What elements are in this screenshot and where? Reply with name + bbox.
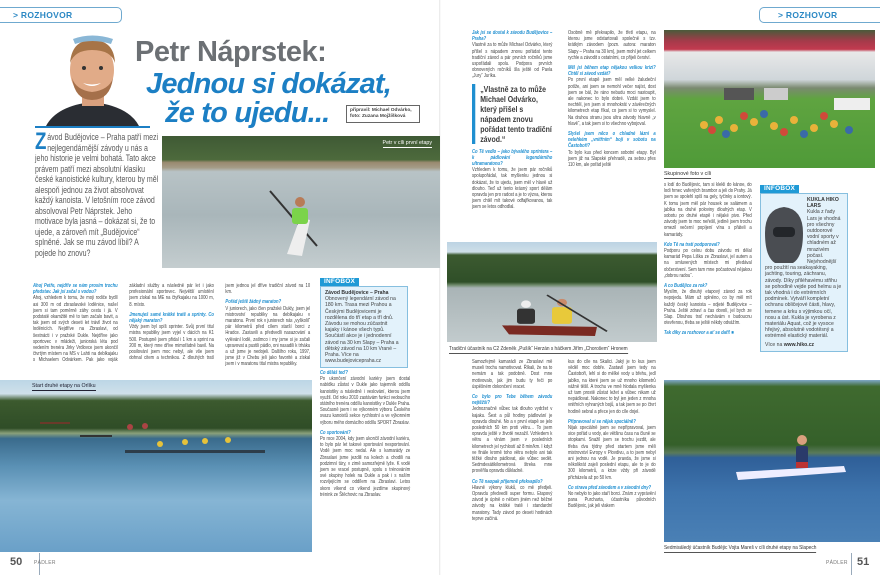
infobox-more xyxy=(765,342,843,348)
drop-cap: Z xyxy=(35,128,47,155)
caption-photo3: Skupinové foto v cíli xyxy=(664,171,712,177)
question: Připravoval si se nějak speciálně? xyxy=(568,418,636,425)
photo-c2-canoe xyxy=(447,242,657,342)
infobox-label: INFOBOX xyxy=(320,278,359,286)
question: Co Tě vedlo – jako bývalého sprintera – k pádlování legendárního ultramaratonu? xyxy=(472,148,553,168)
photo-vojta-mares xyxy=(664,380,880,542)
answer: Podporu po celou dobu závodu mi dělal kamarád Pepa Liška ze Zbraslavi, jel autem a na smluvených místech mi předával občerstvení. Sem tam mne počastoval nějakou „dobrou radou“. xyxy=(664,248,752,279)
answer: Nijak speciálně jsem se nepřipravoval, jsem sice pořád u vody, ale většinu času na čluně se stopkami. Snažil jsem se trochu jezdit, ale třeba dva týdny před startem jsme měli mistrovství Evropy v Plovdivu, a to jsem nebyl ani jednou na vodě. Je pravda, že jsme si několikrát zajeli poslední etapu, ale to je do 300 kilometrů, a krize vždy při závodě přicházela až po 50 km. xyxy=(568,425,656,481)
infobox-text: Kukla z řady Lars je vhodná pro všechny outdoorové vodní sporty v chladném až mrazivém počasí. Nejvhodnější pro použití na seakayaking, jachting, touring, záchranu, závody. Díky přiléhavému střihu se pohodlně vejde pod helmu a je tak vhodná i do extrémních podmínek. Vytváří kompletní ochranu obličejové části, hlavy, temene a krku s výjimkou očí, nosu a úst. Kukla je vyrobena z materiálu Aquat, což je vysoce hřejivý, absolutně vodotěsný a extrémně elastický materiál. xyxy=(765,209,842,340)
question: Pořád ještě žádný maraton? xyxy=(225,299,282,306)
author-credit xyxy=(346,105,420,123)
answer: Hlavně výkony kluků, co mě předjeli. Opravdu předvedli super formu. Etapový závod je úplně o něčem jiném než běžné závody na krátké tratě i standardní maratony. Tady závod po deseti hodinách teprve začíná. xyxy=(472,484,553,522)
section-tab-right: > ROZHOVOR xyxy=(759,7,880,23)
answer: V juniorech, jako člen pražské Dukly, jsem jel mistrovství republiky na deblkajaku v maratonu. První rok v juniorech nás „vyškolil“ pár kilometrů před cílem starší borci z Hradce. Zastavili a předvedli nasazování a vylévání lodě, zatímco i my jsme si je začali upravovat a pustili pádlo, oni nasadili k trháku a už jsme je nedojeli. Dalšího roku, 1997, jsme již v Chebu jeli jako favorité a získal jsem i v maratonu titul mistra republiky. xyxy=(225,305,311,368)
left-column-4 xyxy=(320,370,410,498)
infobox-label: INFOBOX xyxy=(760,185,799,193)
answer: Po první etapě jsem měl velké žaludeční potíže, ani jsem se nemohl večer najíst, dost jsem se bál, že ráno nebudu moci nastoupit, ale nakonec to bylo dobré. Vzdát jsem to nechtěl, jen jsem si mnohokrát v závěrečných kilometrech etap říkal, co jsem si to vymyslel. Na druhou stranu jsou ultra závody hlavně „v hlavě“, a tak jsem si to všechno vybojoval. xyxy=(568,77,656,127)
page-number-left: 50 xyxy=(10,553,40,575)
right-column-4 xyxy=(472,359,552,522)
section-tab-left: > ROZHOVOR xyxy=(0,7,122,23)
caption-photo5: Sedmisáledý účastník Budějic Vojta Mareš v cíli druhé etapy na Slapech xyxy=(664,545,817,551)
question: Slyšel jsem něco o chladné lázni a nelehkém „vnitřním“ boji v sobotu na Častoboři? xyxy=(568,131,656,150)
question: Co sportování? xyxy=(320,429,351,436)
answer: To bylo kus před koncem sobotní etapy. Byl jsem již na Slapské přehradě, za sebou přes 110 km, ale pořád ještě xyxy=(568,149,656,169)
magazine-brand-right: PÁDLER xyxy=(826,560,848,566)
article-title-name: Petr Náprstek: xyxy=(135,36,327,68)
page-number-right: 51 xyxy=(851,553,880,575)
lead-text: ávod Budějovice – Praha patří mezi nejlegendárnější závody u nás a jeho historie je velmi bohatá. Tato akce právem patří mezi absolutní klasiku české kanoistické kultury, kterou by měl alespoň jednou za život absolvovat každý kanoista. V letošním roce závod absolvoval Petr Náprstek. Jeho motivace byla jasná – dokázat si, že to ujede, a zároveň mít „Budějovice“ splněné. Jak se mu závod líbil? A pojede ho znovu? xyxy=(35,132,159,258)
right-column-1 xyxy=(472,30,552,211)
infobox-title: KUKLA HIKO LARS xyxy=(807,197,839,210)
question: Co bylo pro Tebe během závodu nejtěžší? xyxy=(472,394,553,407)
article-title-line1: Jednou si dokázat, xyxy=(146,68,392,100)
answer: Po ukončení závodní kariéry jsem dostal nabídku zůstat v Dukle jako tajemník oddílu kanoistiky a následně i veslování, kterou jsem využil. Od roku 2010 zastávám funkci vedoucího státního trenéra oddílu kanoistiky v Dukle Praha. Současně jsem i ve výkonném výboru Českého svazu kanoistů sekce rychlostní a ve výkonném výboru mého domácího oddílu SPORT Zbraslav. xyxy=(320,376,411,426)
pull-quote: „Vlastně za to může Michael Odvárko, který přišel s nápadem znovu pořádat tento tradiční závod.“ xyxy=(472,84,552,144)
hiko-link[interactable]: www.hiko.cz xyxy=(783,341,815,348)
credit-author: připravil: Michael Odvárko, xyxy=(350,108,412,113)
right-column-3 xyxy=(664,182,752,337)
infobox-race xyxy=(320,278,408,368)
question: Co děláš teď? xyxy=(320,370,348,376)
answer: Ahoj, vzhledem k tomu, že moji rodiče bydlí asi 300 m od zbraslavské loděnice, našel jsem si tam poměrně záhy cestu i já. V podstatě okamžitě mě to tam začalo bavit, a tak jsem od svých deseti let trávil život na loděnicích. Nejdříve na Zbraslavi, od šestnácti i v pražské Dukle. Nejdříve jako sportovec v mládeži, juniorská léta pod vedením trenéra Jirky Vrdlovce jsem ukončil čtvrtým místem na MS v Lahti na deblkajaku s Michaelem Odvárkem. Pak jako voják základní služby a následně pár let i jako profesionální sportovec. Největší umístění jsem získal na ME na čtyřkajaku na 1000 m, 8. místo. xyxy=(33,283,214,364)
caption-photo2: Start druhé etapy na Orlíku xyxy=(32,383,96,389)
left-columns-1-3 xyxy=(33,283,310,368)
answer: Myslím, že dlouhý etapový závod za rok nepojedu. Mám už splněno, co by měl mít každý český kanoista – odjeté Budějovice – Praha. Ještě zdraví a čas dovolí, jel bych ze Slap. Dlouhou trať nechávám v budoucnu otevřenou, třeba se ještě někdy odvážím. xyxy=(664,289,752,327)
closing-line: Tak díky za rozhovor a ať se daří! ■ xyxy=(664,330,734,337)
answer: Samozřejmě kamarádi ze Zbraslavi mě museli trochu namotivovat. Říkali, že na to nemám a tak podobně. Dost mne motivovalo, jak jim budu ty řeči po úspěšném dokončení vracet. xyxy=(472,359,553,390)
question: Co strava před závodem a v závodní dny? xyxy=(568,484,652,491)
balaclava-image xyxy=(763,205,805,265)
more-prefix: Více na xyxy=(765,341,784,348)
question: Ahoj Petře, nejdřív se nám prosím trochu představ. Jak jsi začal s vodou? xyxy=(33,283,118,296)
infobox-text: Obnovený legendární závod na 180 km. Trasa mezi Prahou a Českými Budějovicemi je rozdělena do tří etap a tří dnů. Závodu se mohou zúčastnit kajaky i kánoe všech typů. Součástí akce je i jednodenní závod na 30 km Slapy – Praha a dětský závod na 10 km Vrané – Praha. Více na www.budejovicepraha.cz xyxy=(325,296,399,365)
credit-photo: foto: Zuzana Mojžíšková xyxy=(350,114,406,119)
answer: kus do cíle na Skalici. Jaký je to kus jsem věděl moc dobře. Zastavil jsem tedy na Častoboři, lehl si do mělké vody u břehu, jedl jablko, na které jsem se už mnoho kilometrů vážně těšil. A trochu ve mně hlodala myšlenka už tam prostě zůstat ležet a vůbec nikam už nepádlovat. Nakonec to byl jen jeden z mnoha vnitřních vyhraných bojů, a tak jsem se po čtvrt hodině sebral a přece jen do cíle dojel. xyxy=(568,359,656,415)
infobox-title: Závod Budějovice – Praha xyxy=(325,290,389,296)
question: A co Budějice za rok? xyxy=(664,283,708,290)
right-column-2 xyxy=(568,30,656,168)
lead-paragraph xyxy=(35,128,159,258)
caption-photo1: Petr v cíli první etapy xyxy=(382,140,432,146)
page-gutter xyxy=(439,0,441,575)
photo-group-finish xyxy=(664,30,875,168)
question: Měl jsi během etap nějakou velkou krizi? Chtěl si závod vzdát? xyxy=(568,65,656,78)
answer: Vlastně za to může Michael Odvárko, který přišel s nápadem znovu pořádat tento tradiční závod a pár prvních ročníků jsme uspořádali spolu. Podpora prvních obnovených ročníků šla ještě od Pavla „Jury“ Juríka. xyxy=(472,42,553,80)
answer: No nebylo to jako staří borci. Znám z vyprávění pana Purcharta, účastníka původních Budějovic, jak jeli vlakem xyxy=(568,491,656,510)
answer: Po roce 2004, kdy jsem ukončil závodní kariéru, to bylo pár let takové sportování nesportování. Vodě jsem moc nedal. Ale s kamarády ze Zbraslavi jsme jezdili na kolech a chodili na podzimní túry, v zimě samozřejmě lyže. K vodě jsem se vracel postupně, spolu s trénováním své skupiny holek na Dukle a pak i s naším rozvíjejícím se oddílem na Zbraslavi. Letos skoro víkend co víkend jezdíme skupinový trénink ze Štěchovic na Zbraslav. xyxy=(320,436,411,498)
article-title-line2: že to ujedu... xyxy=(165,97,330,129)
question: Kdo Tě na trati podporoval? xyxy=(664,241,720,248)
answer: Osobně mě překvapilo, že třetí etapu, na kterou jsme odstartovali společně s tzv. krátkým závodem (pozn. autora: maraton Slapy – Praha na 30 km), jsem mohl jet celkem rychle a závodit s ostatními, co přijeli čerství. xyxy=(568,30,656,61)
infobox-hiko xyxy=(760,185,848,352)
magazine-brand-left: PÁDLER xyxy=(34,560,56,566)
question: Jak jsi se dostal k závodu Budějovice – Praha? xyxy=(472,30,553,43)
right-column-5 xyxy=(568,359,656,510)
answer: Vždy jsem byl spíš sprinter. Svůj první titul mistra republiky jsem vyjel v dácích na K1 500. Postupně jsem přidal i 1 km a sprint na 200 m, který mne dříve mimořádně bavil. Na posilování jsem moc nebyl, ale vše jsem dohnal citem a technikou. Z dlouhých tratí jsem jednou jel dříve tradiční závod na 10 km. xyxy=(129,283,311,362)
answer: s lodí do Budějovic, tam si klekli do kánoe, do lodi hrnec vařených brambor a jeli do Prahy. Já jsem se spolehl spíš na gely, tyčinky a iontový. K tomu jsem měl pár housek se salámem a jablka na druhé poloviny dlouhých etap. V sobotu po druhé etapě i nějaké pivo. Před závody jsem to moc neřešil, jedině jsem trochu omezil večerní popíjení vína s přáteli a kamarády. xyxy=(664,182,752,238)
caption-photo4: Tradiční účastník na C2 Zdeněk „Pušík“ Herzán s háčkem Jiřím „Chorošem“ Hronem xyxy=(449,346,628,352)
question: Co Tě naopak příjemně překvapilo? xyxy=(472,478,543,485)
question: Jmenuješ samé krátké tratě a sprinty. Co nějaký maraton? xyxy=(129,311,214,325)
answer: Vzhledem k tomu, že jsem pár ročníků spolupořádal, tak myšlenku jednou si dokázat, že to ujedu, jsem měl v hlavě už dlouho. Teď už tento krásný sport dělám opravdu jen pro radost a je to výzva, kterou jsem chtěl mít takové odfajfkovanou, tak jsem se letos odhodlal. xyxy=(472,167,553,211)
photo-start-orlik xyxy=(0,380,312,552)
photo-petr-finish xyxy=(162,136,440,268)
answer: Jednoznačně vůbec tak dlouho vydržet v kajaku. Šest a půl hodiny pádlování je opravdu dlouhé. No a v první etapě se jelo posledních 50 km proti větru… To jsem opravdu ještě v životě nezažil. Vzhledem k větru a vlnám jsem v posledních kilometrech jel rychlostí až 8 min/km. I když ve finále kromě toho větru nebylo ani tak těžké dlouho pádlovat, ale vůbec sedět. Sedmdesátikilometrová štreka mne prověřila opravdu důkladně. xyxy=(472,406,553,475)
portrait-photo xyxy=(35,28,150,128)
